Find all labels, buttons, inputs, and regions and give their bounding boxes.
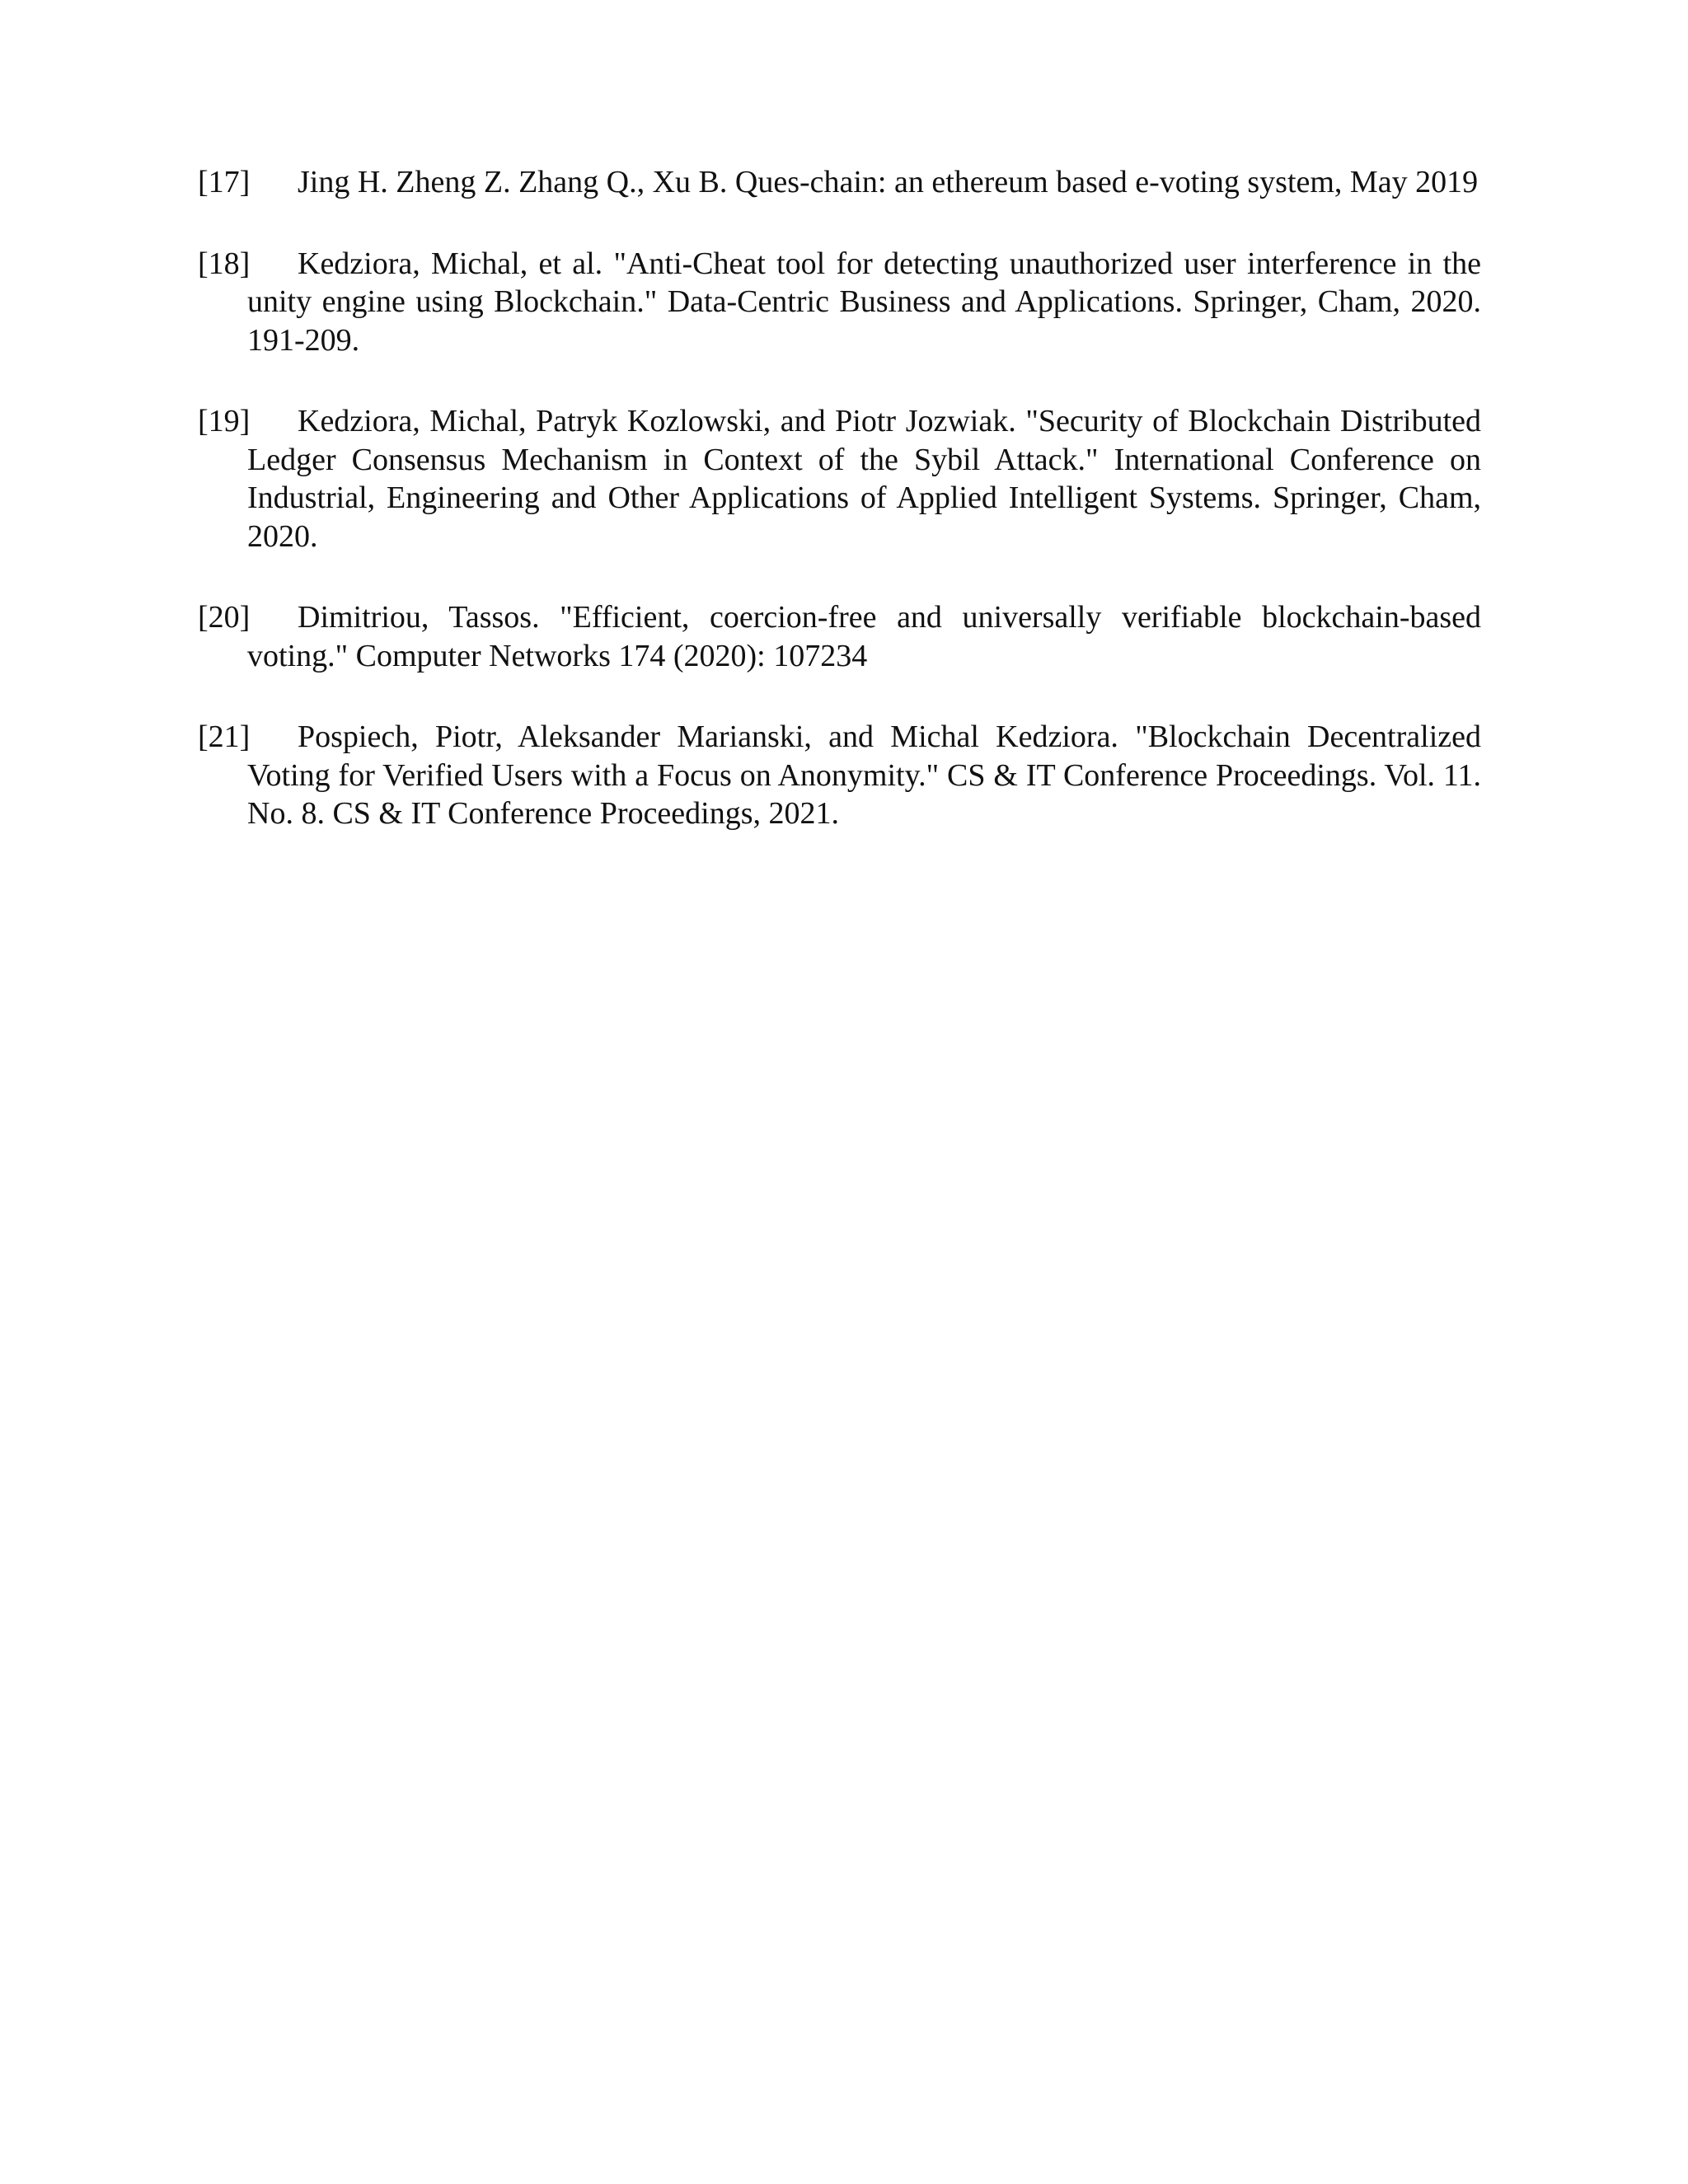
reference-number: [21] [198,719,251,754]
reference-text: Kedziora, Michal, et al. "Anti-Cheat tool for detecting unauthorized user interference in the unity engine using Blockchain." Data-Centric Business and Applications. Springer, Cham, 2020. 191-209. [247,246,1481,358]
reference-number: [17] [198,165,251,199]
reference-text: Kedziora, Michal, Patryk Kozlowski, and Piotr Jozwiak. "Security of Blockchain Distributed Ledger Consensus Mechanism in Context of the Sybil Attack." International Conference on Industrial, Engineering and Other Applications of Applied Intelligent Systems. Springer, Cham, 2020. [247,404,1481,554]
reference-text: Jing H. Zheng Z. Zhang Q., Xu B. Ques-chain: an ethereum based e-voting system, May 2019 [298,165,1479,199]
reference-text: Dimitriou, Tassos. "Efficient, coercion-free and universally verifiable blockchain-based voting." Computer Networks 174 (2020): 107234 [247,600,1481,673]
reference-item [198,598,1481,675]
reference-number: [20] [198,600,251,635]
reference-list [198,163,1481,876]
reference-item [198,718,1481,833]
reference-item [198,163,1481,202]
reference-item [198,245,1481,360]
reference-item [198,402,1481,555]
reference-number: [18] [198,246,251,281]
reference-text: Pospiech, Piotr, Aleksander Marianski, and Michal Kedziora. "Blockchain Decentralized Voting for Verified Users with a Focus on Anonymity." CS & IT Conference Proceedings. Vol. 11. No. 8. CS & IT Conference Proceedings, 2021. [247,719,1481,831]
reference-number: [19] [198,404,251,438]
